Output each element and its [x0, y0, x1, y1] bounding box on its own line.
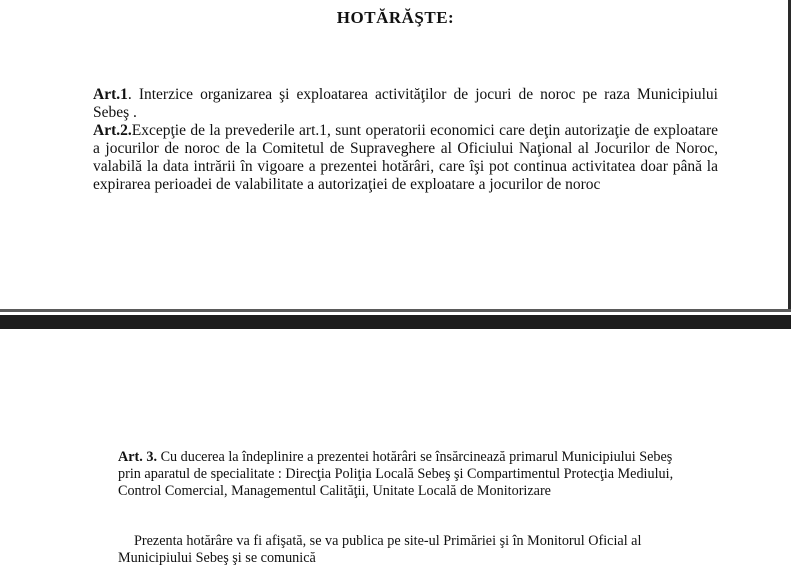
article-1 — [93, 86, 718, 122]
closing-line: Municipiului Sebeş şi se comunică — [118, 550, 316, 566]
article-1-label: Art.1 — [93, 86, 128, 103]
article-2 — [93, 122, 718, 194]
page-separator-thick-band — [0, 315, 791, 329]
document-page-bottom — [0, 331, 791, 567]
page-separator — [0, 309, 791, 331]
article-2-label: Art.2. — [93, 122, 132, 139]
closing-line: Prezenta hotărâre va fi afişată, se va publica pe site-ul Primăriei şi în Monitorul Oficial al — [134, 533, 642, 549]
page-separator-thin-band — [0, 309, 791, 312]
article-2-text: Excepţie de la prevederile art.1, sunt operatorii economici care deţin autorizaţie de exploatare a jocurilor de noroc de la Comitetul de Supraveghere al Oficiului Naţional al Jocurilor de Noroc, valabilă la data intrării în vigoare a prezentei hotărâri, care îşi pot continua activitatea doar până la expirarea perioadei de valabilitate a autorizaţiei de exploatare a jocurilor de noroc — [93, 122, 718, 193]
decision-heading: HOTĂRĂŞTE: — [336, 8, 455, 27]
closing-paragraph — [118, 533, 738, 567]
article-1-text: . Interzice organizarea şi exploatarea activităţilor de jocuri de noroc pe raza Municipiului Sebeş . — [93, 86, 718, 121]
article-3-line: Art. 3. Cu ducerea la îndeplinire a prezentei hotărâri se însărcinează primarul Municipiului Sebeş — [118, 449, 673, 465]
article-3-label: Art. 3. — [118, 449, 158, 465]
article-3-line: Control Comercial, Managementul Calităţii, Unitate Locală de Monitorizare — [118, 483, 551, 499]
article-3-line: prin aparatul de specialitate : Direcţia Poliţia Locală Sebeş şi Compartimentul Protecţia Mediului, — [118, 466, 674, 482]
article-3 — [118, 449, 718, 500]
